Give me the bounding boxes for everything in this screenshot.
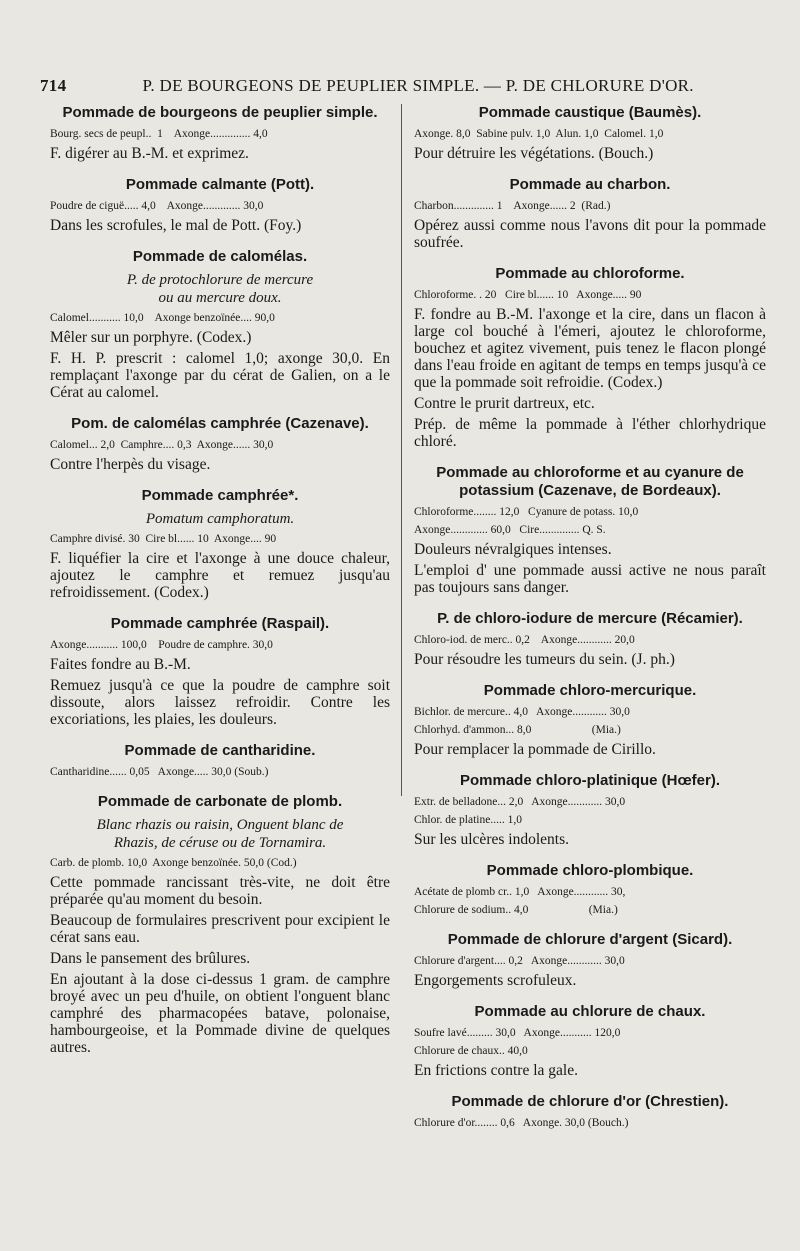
recipe-title: Pommade de cantharidine. bbox=[124, 742, 316, 759]
ingredient-line: Chlorure de chaux.. 40,0 bbox=[414, 1045, 528, 1057]
recipe-title: Pommade camphrée (Raspail). bbox=[110, 615, 330, 632]
recipe-entry bbox=[50, 615, 390, 728]
recipe-text: Sur les ulcères indolents. bbox=[414, 831, 569, 848]
recipe-text: F. digérer au B.-M. et exprimez. bbox=[50, 145, 249, 162]
recipe-title: Pommade de carbonate de plomb. bbox=[97, 793, 343, 810]
recipe-title: Pom. de calomélas camphrée (Cazenave). bbox=[71, 415, 369, 432]
recipe-entry bbox=[414, 464, 766, 596]
recipe-subtitle: Blanc rhazis ou raisin, Onguent blanc de bbox=[96, 817, 344, 833]
left-column bbox=[50, 104, 390, 1070]
recipe-text: L'emploi d' une pommade aussi active ne nous paraît pas toujours sans danger. bbox=[414, 562, 766, 596]
recipe-title: Pommade camphrée*. bbox=[141, 487, 299, 504]
ingredient-line: Calomel........... 10,0 Axonge benzoïnée.... 90,0 bbox=[50, 312, 275, 324]
ingredient-line: Bourg. secs de peupl.. 1 Axonge.............. 4,0 bbox=[50, 128, 268, 140]
recipe-entry bbox=[50, 248, 390, 401]
ingredient-line: Chloroforme........ 12,0 Cyanure de potass. 10,0 bbox=[414, 506, 639, 518]
recipe-text: Dans les scrofules, le mal de Pott. (Foy.) bbox=[50, 217, 302, 234]
recipe-subtitle: P. de protochlorure de mercure bbox=[126, 272, 314, 288]
recipe-entry bbox=[414, 265, 766, 450]
ingredient-line: Camphre divisé. 30 Cire bl...... 10 Axonge.... 90 bbox=[50, 533, 277, 545]
recipe-title: Pommade chloro-mercurique. bbox=[483, 682, 697, 699]
recipe-entry bbox=[50, 104, 390, 162]
recipe-entry bbox=[414, 1003, 766, 1079]
recipe-title: Pommade de chlorure d'or (Chrestien). bbox=[451, 1093, 729, 1110]
recipe-text: Prép. de même la pommade à l'éther chlorhydrique chloré. bbox=[414, 416, 766, 450]
recipe-entry bbox=[414, 176, 766, 251]
recipe-text: Faites fondre au B.-M. bbox=[50, 656, 191, 673]
ingredient-line: Acétate de plomb cr.. 1,0 Axonge............ 30, bbox=[414, 886, 626, 898]
recipe-entry bbox=[414, 610, 766, 668]
recipe-title: Pommade chloro-platinique (Hœfer). bbox=[459, 772, 720, 789]
recipe-text: F. fondre au B.-M. l'axonge et la cire, dans un flacon à large col bouché à l'émeri, ajoutez le chloroforme, bouchez et agitez vivement, puis tenez le flacon plongé dans l'eau froide en agitant de temps en temps jusqu'à ce que la pommade soit refroidie. (Codex.) bbox=[414, 306, 766, 391]
recipe-title: Pommade au chloroforme. bbox=[495, 265, 685, 282]
ingredient-line: Extr. de belladone... 2,0 Axonge............ 30,0 bbox=[414, 796, 626, 808]
page-number: 714 bbox=[40, 76, 67, 95]
ingredient-line: Axonge........... 100,0 Poudre de camphre. 30,0 bbox=[50, 639, 273, 651]
recipe-subtitle: Rhazis, de céruse ou de Tornamira. bbox=[113, 835, 327, 851]
recipe-entry bbox=[414, 772, 766, 848]
ingredient-line: Chloroforme. . 20 Cire bl...... 10 Axonge..... 90 bbox=[414, 289, 642, 301]
right-column bbox=[414, 104, 766, 1144]
recipe-entry bbox=[414, 1093, 766, 1130]
recipe-text: F. liquéfier la cire et l'axonge à une douce chaleur, ajoutez le camphre et remuez jusqu'au refroidissement. (Codex.) bbox=[50, 550, 390, 601]
recipe-subtitle: ou au mercure doux. bbox=[158, 290, 282, 306]
page-header bbox=[40, 76, 750, 96]
recipe-text: Contre l'herpès du visage. bbox=[50, 456, 211, 473]
recipe-text: Pour détruire les végétations. (Bouch.) bbox=[414, 145, 654, 162]
column-divider bbox=[401, 104, 402, 796]
recipe-text: Pour remplacer la pommade de Cirillo. bbox=[414, 741, 656, 758]
ingredient-line: Charbon.............. 1 Axonge...... 2 (Rad.) bbox=[414, 200, 611, 212]
ingredient-line: Bichlor. de mercure.. 4,0 Axonge............ 30,0 bbox=[414, 706, 630, 718]
ingredient-line: Axonge. 8,0 Sabine pulv. 1,0 Alun. 1,0 Calomel. 1,0 bbox=[414, 128, 664, 140]
recipe-title: Pommade au chlorure de chaux. bbox=[474, 1003, 706, 1020]
recipe-entry bbox=[50, 487, 390, 601]
recipe-title: Pommade de bourgeons de peuplier simple. bbox=[62, 104, 378, 121]
recipe-text: Cette pommade rancissant très-vite, ne doit être préparée qu'au moment du besoin. bbox=[50, 874, 390, 908]
ingredient-line: Soufre lavé......... 30,0 Axonge........... 120,0 bbox=[414, 1027, 621, 1039]
recipe-entry bbox=[50, 793, 390, 1056]
running-title: P. DE BOURGEONS DE PEUPLIER SIMPLE. — P. DE CHLORURE D'OR. bbox=[142, 76, 694, 95]
recipe-text: Douleurs névralgiques intenses. bbox=[414, 541, 612, 558]
ingredient-line: Chlorure de sodium.. 4,0 (Mia.) bbox=[414, 904, 618, 916]
recipe-title: Pommade de chlorure d'argent (Sicard). bbox=[447, 931, 733, 948]
recipe-text: Engorgements scrofuleux. bbox=[414, 972, 577, 989]
recipe-title: Pommade chloro-plombique. bbox=[486, 862, 694, 879]
recipe-title: Pommade au charbon. bbox=[509, 176, 671, 193]
recipe-text: Opérez aussi comme nous l'avons dit pour la pommade soufrée. bbox=[414, 217, 766, 251]
recipe-entry bbox=[414, 104, 766, 162]
recipe-text: Mêler sur un porphyre. (Codex.) bbox=[50, 329, 252, 346]
recipe-text: Contre le prurit dartreux, etc. bbox=[414, 395, 595, 412]
ingredient-line: Carb. de plomb. 10,0 Axonge benzoïnée. 50,0 (Cod.) bbox=[50, 857, 297, 869]
ingredient-line: Chlorure d'argent.... 0,2 Axonge............ 30,0 bbox=[414, 955, 625, 967]
recipe-subtitle: Pomatum camphoratum. bbox=[145, 511, 295, 527]
recipe-text: Beaucoup de formulaires prescrivent pour excipient le cérat sans eau. bbox=[50, 912, 390, 946]
recipe-entry bbox=[50, 742, 390, 779]
ingredient-line: Chlorhyd. d'ammon... 8,0 (Mia.) bbox=[414, 724, 621, 736]
recipe-entry bbox=[414, 682, 766, 758]
recipe-entry bbox=[50, 415, 390, 473]
recipe-entry bbox=[50, 176, 390, 234]
recipe-title: Pommade caustique (Baumès). bbox=[478, 104, 702, 121]
recipe-text: En ajoutant à la dose ci-dessus 1 gram. de camphre broyé avec un peu d'huile, on obtient l'onguent blanc camphré des pharmacopées batave, polonaise, hambourgeoise, et la Pommade divine de quelques autres. bbox=[50, 971, 390, 1056]
recipe-text: Dans le pansement des brûlures. bbox=[50, 950, 251, 967]
ingredient-line: Axonge............. 60,0 Cire.............. Q. S. bbox=[414, 524, 606, 536]
recipe-title: Pommade de calomélas. bbox=[132, 248, 308, 265]
ingredient-line: Chlor. de platine..... 1,0 bbox=[414, 814, 522, 826]
recipe-text: Remuez jusqu'à ce que la poudre de camphre soit dissoute, alors laissez refroidir. Contre les excoriations, les plaies, les douleurs. bbox=[50, 677, 390, 728]
recipe-entry bbox=[414, 862, 766, 917]
ingredient-line: Chloro-iod. de merc.. 0,2 Axonge............ 20,0 bbox=[414, 634, 635, 646]
recipe-entry bbox=[414, 931, 766, 989]
recipe-title: Pommade au chloroforme et au cyanure de potassium (Cazenave, de Bordeaux). bbox=[436, 464, 744, 499]
ingredient-line: Cantharidine...... 0,05 Axonge..... 30,0 (Soub.) bbox=[50, 766, 269, 778]
ingredient-line: Calomel... 2,0 Camphre.... 0,3 Axonge...... 30,0 bbox=[50, 439, 274, 451]
recipe-text: F. H. P. prescrit : calomel 1,0; axonge 30,0. En remplaçant l'axonge par du cérat de Galien, on a le Cérat au calomel. bbox=[50, 350, 390, 401]
ingredient-line: Chlorure d'or........ 0,6 Axonge. 30,0 (Bouch.) bbox=[414, 1117, 629, 1129]
recipe-text: En frictions contre la gale. bbox=[414, 1062, 578, 1079]
recipe-title: P. de chloro-iodure de mercure (Récamier). bbox=[437, 610, 743, 627]
recipe-text: Pour résoudre les tumeurs du sein. (J. ph.) bbox=[414, 651, 675, 668]
ingredient-line: Poudre de ciguë..... 4,0 Axonge............. 30,0 bbox=[50, 200, 264, 212]
recipe-title: Pommade calmante (Pott). bbox=[125, 176, 315, 193]
